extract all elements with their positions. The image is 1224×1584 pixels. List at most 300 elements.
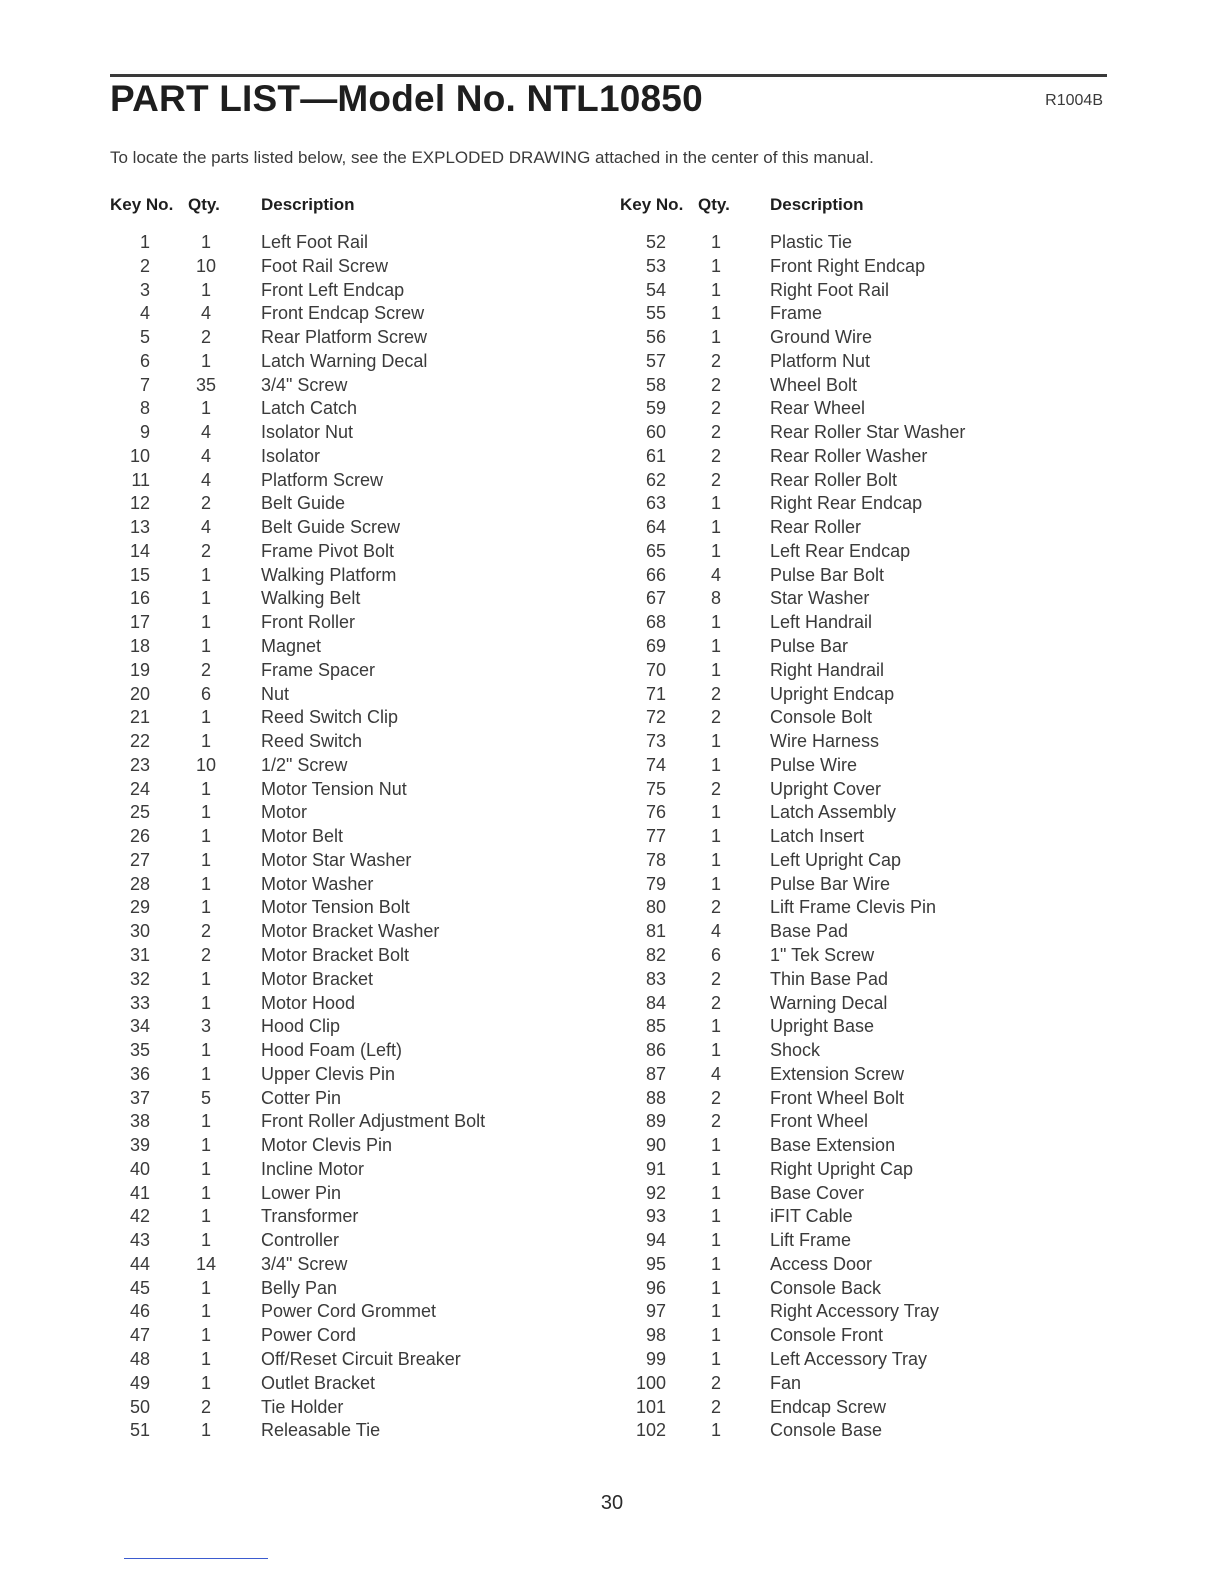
part-key-number: 71	[645, 683, 666, 704]
part-quantity: 2	[710, 1372, 721, 1393]
part-key-number: 85	[645, 1016, 666, 1037]
document-code: R1004B	[1045, 92, 1103, 109]
part-description: Console Back	[770, 1277, 882, 1298]
part-quantity: 2	[710, 683, 721, 704]
part-description: Hood Foam (Left)	[261, 1040, 403, 1061]
part-quantity: 2	[710, 350, 721, 371]
part-key-number: 56	[645, 327, 666, 348]
part-description: Motor	[261, 802, 308, 823]
part-description: Reed Switch	[261, 731, 363, 752]
part-description: Console Base	[770, 1420, 883, 1441]
part-key-number: 51	[129, 1420, 150, 1441]
part-key-number: 25	[129, 802, 150, 823]
part-description: Thin Base Pad	[770, 968, 889, 989]
part-quantity: 2	[710, 374, 721, 395]
part-key-number: 76	[645, 802, 666, 823]
part-quantity: 2	[200, 944, 211, 965]
part-quantity: 5	[200, 1087, 211, 1108]
part-description: Front Endcap Screw	[261, 303, 425, 324]
part-description: Rear Roller Star Washer	[770, 422, 966, 443]
part-key-number: 38	[129, 1111, 150, 1132]
part-description: Motor Belt	[261, 826, 344, 847]
part-description: Right Accessory Tray	[770, 1301, 940, 1322]
part-description: Lift Frame Clevis Pin	[770, 897, 937, 918]
part-quantity: 1	[710, 1301, 721, 1322]
part-key-number: 50	[129, 1396, 150, 1417]
part-key-number: 8	[139, 398, 150, 419]
part-key-number: 40	[129, 1158, 150, 1179]
part-key-number: 46	[129, 1301, 150, 1322]
part-key-number: 12	[129, 493, 150, 514]
part-key-number: 93	[645, 1206, 666, 1227]
part-key-number: 53	[645, 255, 666, 276]
part-key-number: 87	[645, 1063, 666, 1084]
part-description: Rear Roller Bolt	[770, 469, 898, 490]
part-key-number: 13	[129, 517, 150, 538]
part-key-number: 30	[129, 921, 150, 942]
part-quantity: 1	[710, 517, 721, 538]
part-quantity: 2	[710, 778, 721, 799]
part-quantity: 2	[710, 398, 721, 419]
part-quantity: 2	[710, 445, 721, 466]
part-description: Motor Bracket Bolt	[261, 944, 410, 965]
part-key-number: 35	[129, 1040, 150, 1061]
part-description: Pulse Wire	[770, 754, 858, 775]
part-key-number: 60	[645, 422, 666, 443]
part-key-number: 34	[129, 1016, 150, 1037]
part-description: Outlet Bracket	[261, 1372, 376, 1393]
part-quantity: 1	[200, 1182, 211, 1203]
part-key-number: 9	[139, 422, 150, 443]
title-rule	[110, 74, 1107, 77]
part-description: Shock	[770, 1040, 821, 1061]
part-key-number: 70	[645, 659, 666, 680]
part-description: Motor Star Washer	[261, 849, 412, 870]
part-key-number: 89	[645, 1111, 666, 1132]
part-quantity: 1	[710, 659, 721, 680]
header-description-right: Description	[770, 195, 864, 214]
part-quantity: 1	[710, 873, 721, 894]
part-quantity: 1	[710, 540, 721, 561]
part-key-number: 94	[645, 1230, 666, 1251]
part-quantity: 4	[710, 1063, 721, 1084]
part-quantity: 1	[200, 873, 211, 894]
part-quantity: 1	[200, 968, 211, 989]
part-description: Motor Hood	[261, 992, 356, 1013]
part-description: Left Upright Cap	[770, 849, 902, 870]
part-key-number: 101	[635, 1396, 666, 1417]
part-key-number: 5	[139, 327, 150, 348]
part-description: Motor Tension Bolt	[261, 897, 410, 918]
part-quantity: 2	[200, 659, 211, 680]
part-quantity: 3	[200, 1016, 211, 1037]
part-description: Motor Bracket Washer	[261, 921, 440, 942]
part-description: Transformer	[261, 1206, 359, 1227]
part-description: Front Roller	[261, 612, 356, 633]
part-quantity: 1	[200, 398, 211, 419]
part-quantity: 14	[195, 1253, 217, 1274]
part-description: Console Front	[770, 1325, 884, 1346]
part-description: Ground Wire	[770, 327, 873, 348]
part-key-number: 42	[129, 1206, 150, 1227]
part-description: Front Wheel	[770, 1111, 869, 1132]
part-key-number: 59	[645, 398, 666, 419]
part-key-number: 15	[129, 564, 150, 585]
part-quantity: 1	[200, 1420, 211, 1441]
part-quantity: 2	[200, 493, 211, 514]
part-description: Belt Guide	[261, 493, 346, 514]
part-description: Warning Decal	[770, 992, 888, 1013]
part-quantity: 2	[710, 1111, 721, 1132]
part-description: Front Left Endcap	[261, 279, 405, 300]
header-key-left: Key No.	[110, 195, 174, 214]
part-description: Isolator	[261, 445, 321, 466]
part-description: Off/Reset Circuit Breaker	[261, 1348, 461, 1369]
part-description: Rear Wheel	[770, 398, 866, 419]
part-description: Walking Platform	[261, 564, 397, 585]
part-quantity: 1	[200, 588, 211, 609]
part-description: Power Cord Grommet	[261, 1301, 437, 1322]
part-quantity: 1	[710, 327, 721, 348]
part-key-number: 68	[645, 612, 666, 633]
part-quantity: 1	[200, 802, 211, 823]
part-key-number: 41	[129, 1182, 150, 1203]
part-description: Latch Catch	[261, 398, 358, 419]
part-description: Access Door	[770, 1253, 873, 1274]
part-key-number: 67	[645, 588, 666, 609]
part-description: Latch Warning Decal	[261, 350, 428, 371]
part-quantity: 1	[710, 1206, 721, 1227]
part-key-number: 95	[645, 1253, 666, 1274]
part-quantity: 1	[200, 778, 211, 799]
part-description: Right Rear Endcap	[770, 493, 923, 514]
part-description: Walking Belt	[261, 588, 361, 609]
part-description: Nut	[261, 683, 290, 704]
part-quantity: 1	[200, 564, 211, 585]
part-key-number: 24	[129, 778, 150, 799]
part-key-number: 19	[129, 659, 150, 680]
part-key-number: 17	[129, 612, 150, 633]
part-quantity: 1	[710, 255, 721, 276]
part-quantity: 1	[200, 350, 211, 371]
part-quantity: 4	[710, 564, 721, 585]
part-key-number: 75	[645, 778, 666, 799]
part-quantity: 1	[710, 849, 721, 870]
part-quantity: 1	[710, 493, 721, 514]
part-description: Upright Endcap	[770, 683, 895, 704]
part-description: Lower Pin	[261, 1182, 342, 1203]
part-quantity: 2	[710, 1396, 721, 1417]
part-key-number: 65	[645, 540, 666, 561]
part-description: Controller	[261, 1230, 340, 1251]
part-key-number: 64	[645, 517, 666, 538]
part-quantity: 1	[200, 1301, 211, 1322]
part-quantity: 1	[710, 1158, 721, 1179]
part-description: Wheel Bolt	[770, 374, 858, 395]
part-quantity: 1	[710, 612, 721, 633]
header-qty-right: Qty.	[698, 195, 730, 214]
footer-line	[124, 1558, 268, 1559]
part-key-number: 16	[129, 588, 150, 609]
part-quantity: 1	[710, 1230, 721, 1251]
part-quantity: 2	[710, 1087, 721, 1108]
part-description: 1" Tek Screw	[770, 944, 875, 965]
part-description: Belly Pan	[261, 1277, 338, 1298]
part-quantity: 4	[200, 445, 211, 466]
part-quantity: 2	[710, 422, 721, 443]
part-key-number: 69	[645, 636, 666, 657]
part-key-number: 18	[129, 636, 150, 657]
part-description: Right Handrail	[770, 659, 885, 680]
part-quantity: 2	[710, 897, 721, 918]
part-description: Power Cord	[261, 1325, 357, 1346]
part-key-number: 90	[645, 1135, 666, 1156]
part-description: Motor Tension Nut	[261, 778, 407, 799]
page-title: PART LIST—Model No. NTL10850	[110, 78, 703, 119]
part-quantity: 2	[710, 968, 721, 989]
part-quantity: 1	[200, 636, 211, 657]
part-key-number: 23	[129, 754, 150, 775]
part-quantity: 1	[200, 1206, 211, 1227]
part-description: Rear Roller	[770, 517, 862, 538]
part-quantity: 1	[710, 1325, 721, 1346]
part-quantity: 1	[200, 897, 211, 918]
part-quantity: 4	[710, 921, 721, 942]
part-quantity: 1	[710, 826, 721, 847]
part-description: Cotter Pin	[261, 1087, 342, 1108]
header-qty-left: Qty.	[188, 195, 220, 214]
part-quantity: 1	[710, 731, 721, 752]
part-quantity: 1	[200, 1063, 211, 1084]
part-description: Base Extension	[770, 1135, 896, 1156]
part-key-number: 74	[645, 754, 666, 775]
part-key-number: 45	[129, 1277, 150, 1298]
part-key-number: 37	[129, 1087, 150, 1108]
part-key-number: 6	[139, 350, 150, 371]
part-quantity: 6	[200, 683, 211, 704]
part-key-number: 39	[129, 1135, 150, 1156]
part-description: Foot Rail Screw	[261, 255, 389, 276]
part-quantity: 10	[195, 754, 217, 775]
part-key-number: 21	[129, 707, 150, 728]
part-key-number: 72	[645, 707, 666, 728]
part-quantity: 1	[710, 1182, 721, 1203]
part-quantity: 1	[200, 1040, 211, 1061]
part-key-number: 54	[645, 279, 666, 300]
part-key-number: 88	[645, 1087, 666, 1108]
part-quantity: 1	[710, 279, 721, 300]
part-quantity: 2	[200, 540, 211, 561]
part-key-number: 86	[645, 1040, 666, 1061]
part-description: Right Upright Cap	[770, 1158, 914, 1179]
part-key-number: 61	[645, 445, 666, 466]
part-key-number: 10	[129, 445, 150, 466]
part-description: Magnet	[261, 636, 322, 657]
part-description: Front Roller Adjustment Bolt	[261, 1111, 486, 1132]
part-key-number: 33	[129, 992, 150, 1013]
part-key-number: 22	[129, 731, 150, 752]
part-description: Pulse Bar	[770, 636, 849, 657]
part-key-number: 26	[129, 826, 150, 847]
part-key-number: 81	[645, 921, 666, 942]
part-quantity: 35	[195, 374, 217, 395]
part-description: iFIT Cable	[770, 1206, 853, 1227]
part-quantity: 1	[200, 1325, 211, 1346]
part-key-number: 55	[645, 303, 666, 324]
part-key-number: 80	[645, 897, 666, 918]
part-quantity: 1	[710, 1040, 721, 1061]
part-key-number: 58	[645, 374, 666, 395]
part-quantity: 1	[710, 636, 721, 657]
part-key-number: 62	[645, 469, 666, 490]
part-description: Lift Frame	[770, 1230, 852, 1251]
part-key-number: 3	[139, 279, 150, 300]
part-description: Extension Screw	[770, 1063, 905, 1084]
part-key-number: 7	[139, 374, 150, 395]
part-quantity: 1	[710, 1420, 721, 1441]
part-quantity: 1	[200, 1158, 211, 1179]
part-description: Plastic Tie	[770, 232, 853, 252]
part-key-number: 32	[129, 968, 150, 989]
part-quantity: 1	[710, 303, 721, 324]
part-quantity: 1	[200, 731, 211, 752]
part-quantity: 1	[710, 802, 721, 823]
part-quantity: 1	[710, 232, 721, 252]
part-description: 1/2" Screw	[261, 754, 348, 775]
part-description: Reed Switch Clip	[261, 707, 399, 728]
part-quantity: 1	[710, 1135, 721, 1156]
part-quantity: 2	[710, 469, 721, 490]
part-description: Frame Pivot Bolt	[261, 540, 395, 561]
part-key-number: 57	[645, 350, 666, 371]
part-key-number: 48	[129, 1348, 150, 1369]
part-key-number: 14	[129, 540, 150, 561]
part-description: Endcap Screw	[770, 1396, 887, 1417]
part-key-number: 97	[645, 1301, 666, 1322]
part-key-number: 43	[129, 1230, 150, 1251]
part-key-number: 73	[645, 731, 666, 752]
part-key-number: 66	[645, 564, 666, 585]
part-quantity: 1	[200, 279, 211, 300]
part-description: Base Pad	[770, 921, 849, 942]
intro-text: To locate the parts listed below, see the EXPLODED DRAWING attached in the center of this manual.	[110, 148, 874, 167]
part-description: Left Rear Endcap	[770, 540, 911, 561]
part-description: 3/4" Screw	[261, 374, 348, 395]
part-key-number: 49	[129, 1372, 150, 1393]
part-key-number: 28	[129, 873, 150, 894]
part-description: Tie Holder	[261, 1396, 344, 1417]
part-description: Upright Cover	[770, 778, 882, 799]
part-key-number: 63	[645, 493, 666, 514]
part-quantity: 1	[710, 1277, 721, 1298]
part-quantity: 1	[200, 1111, 211, 1132]
part-description: Latch Insert	[770, 826, 865, 847]
part-key-number: 2	[139, 255, 150, 276]
part-description: Upright Base	[770, 1016, 875, 1037]
part-description: 3/4" Screw	[261, 1253, 348, 1274]
part-description: Pulse Bar Wire	[770, 873, 891, 894]
part-description: Motor Clevis Pin	[261, 1135, 393, 1156]
part-quantity: 1	[200, 1372, 211, 1393]
part-quantity: 1	[200, 1348, 211, 1369]
part-key-number: 91	[645, 1158, 666, 1179]
part-description: Front Right Endcap	[770, 255, 926, 276]
part-quantity: 1	[200, 1135, 211, 1156]
part-description: Upper Clevis Pin	[261, 1063, 396, 1084]
part-description: Incline Motor	[261, 1158, 365, 1179]
part-description: Latch Assembly	[770, 802, 897, 823]
part-description: Wire Harness	[770, 731, 880, 752]
part-quantity: 4	[200, 422, 211, 443]
part-quantity: 2	[710, 992, 721, 1013]
part-key-number: 29	[129, 897, 150, 918]
part-quantity: 2	[200, 1396, 211, 1417]
part-quantity: 1	[200, 1277, 211, 1298]
part-key-number: 96	[645, 1277, 666, 1298]
part-quantity: 1	[710, 1253, 721, 1274]
part-key-number: 52	[645, 232, 666, 252]
part-key-number: 82	[645, 944, 666, 965]
part-description: Left Accessory Tray	[770, 1348, 928, 1369]
part-key-number: 98	[645, 1325, 666, 1346]
part-quantity: 4	[200, 303, 211, 324]
part-quantity: 10	[195, 255, 217, 276]
part-description: Belt Guide Screw	[261, 517, 401, 538]
part-quantity: 1	[200, 232, 211, 252]
header-key-right: Key No.	[620, 195, 684, 214]
part-quantity: 1	[200, 992, 211, 1013]
part-quantity: 6	[710, 944, 721, 965]
part-description: Frame	[770, 303, 823, 324]
part-quantity: 8	[710, 588, 721, 609]
part-key-number: 83	[645, 968, 666, 989]
part-quantity: 1	[710, 1016, 721, 1037]
part-description: Releasable Tie	[261, 1420, 381, 1441]
part-quantity: 1	[200, 1230, 211, 1251]
part-quantity: 1	[200, 707, 211, 728]
page-number: 30	[600, 1492, 624, 1514]
part-description: Rear Roller Washer	[770, 445, 928, 466]
part-key-number: 79	[645, 873, 666, 894]
part-description: Frame Spacer	[261, 659, 376, 680]
part-description: Fan	[770, 1372, 802, 1393]
part-description: Left Handrail	[770, 612, 873, 633]
part-quantity: 2	[710, 707, 721, 728]
part-description: Front Wheel Bolt	[770, 1087, 905, 1108]
part-description: Pulse Bar Bolt	[770, 564, 885, 585]
part-description: Motor Bracket	[261, 968, 374, 989]
part-quantity: 2	[200, 327, 211, 348]
part-quantity: 1	[200, 849, 211, 870]
part-key-number: 47	[129, 1325, 150, 1346]
part-key-number: 100	[635, 1372, 666, 1393]
part-key-number: 36	[129, 1063, 150, 1084]
part-key-number: 11	[131, 469, 150, 490]
part-description: Base Cover	[770, 1182, 865, 1203]
part-quantity: 1	[710, 754, 721, 775]
part-key-number: 4	[139, 303, 150, 324]
part-quantity: 1	[200, 612, 211, 633]
part-quantity: 1	[200, 826, 211, 847]
part-description: Motor Washer	[261, 873, 374, 894]
part-description: Left Foot Rail	[261, 232, 369, 252]
part-key-number: 27	[129, 849, 150, 870]
part-key-number: 84	[645, 992, 666, 1013]
part-key-number: 78	[645, 849, 666, 870]
part-description: Hood Clip	[261, 1016, 341, 1037]
part-description: Platform Nut	[770, 350, 871, 371]
part-quantity: 4	[200, 469, 211, 490]
